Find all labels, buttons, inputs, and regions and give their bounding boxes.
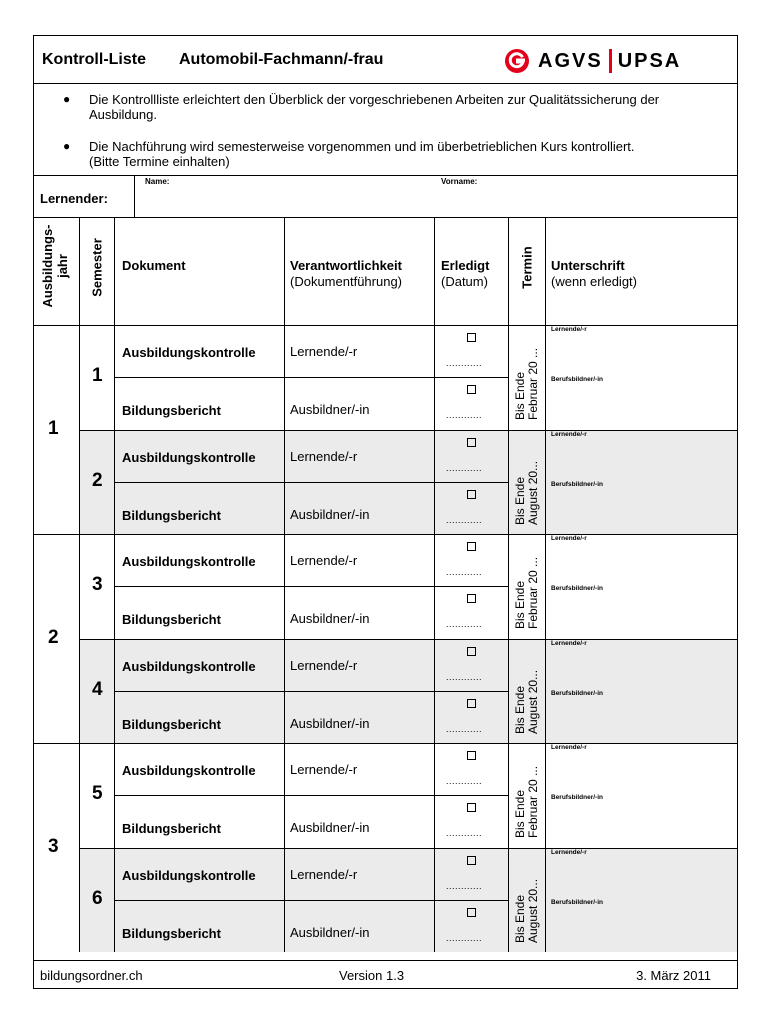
responsibility: Lernende/-r xyxy=(290,553,358,568)
row-divider xyxy=(34,743,737,744)
bullet-icon: ● xyxy=(63,92,71,106)
col-header-termin: Termin xyxy=(519,246,535,289)
date-field[interactable]: ............ xyxy=(446,462,483,473)
signature-lernende[interactable]: Lernende/-r xyxy=(551,535,587,542)
title: Kontroll-Liste xyxy=(42,51,146,68)
document-name: Ausbildungskontrolle xyxy=(122,449,256,465)
footer xyxy=(34,960,737,989)
col-header-unterschrift: Unterschrift (wenn erledigt) xyxy=(551,258,637,289)
document-name: Bildungsbericht xyxy=(122,716,221,732)
done-checkbox[interactable] xyxy=(467,856,476,865)
column-divider xyxy=(508,217,509,952)
col-header-jahr: Ausbildungs- jahr xyxy=(40,224,70,308)
responsibility: Ausbildner/-in xyxy=(290,820,370,836)
lernender-label: Lernender: xyxy=(40,191,108,206)
year-number: 3 xyxy=(48,835,59,857)
footer-website: bildungsordner.ch xyxy=(40,968,143,983)
date-field[interactable]: ............ xyxy=(446,358,483,368)
date-field[interactable]: ............ xyxy=(446,776,483,786)
row-divider xyxy=(79,848,737,849)
row-divider xyxy=(114,482,508,483)
semester-number: 6 xyxy=(92,887,103,909)
document-name: Bildungsbericht xyxy=(122,403,221,419)
signature-lernende[interactable]: Lernende/-r xyxy=(551,848,587,856)
agvs-logo xyxy=(504,49,681,73)
done-checkbox[interactable] xyxy=(467,490,476,499)
termin-text: Bis Ende Februar 20 ... xyxy=(513,348,540,421)
year-number: 2 xyxy=(48,626,59,648)
row-divider xyxy=(79,639,737,640)
signature-berufsbildner[interactable]: Berufsbildner/-in xyxy=(551,480,604,488)
row-divider xyxy=(34,325,737,326)
year-number: 1 xyxy=(48,417,59,439)
document-name: Bildungsbericht xyxy=(122,925,221,941)
signature-lernende[interactable]: Lernende/-r xyxy=(551,430,587,438)
column-divider xyxy=(114,217,115,952)
responsibility: Ausbildner/-in xyxy=(290,715,370,731)
col-header-erledigt: Erledigt (Datum) xyxy=(441,258,490,289)
col-header-dokument: Dokument xyxy=(122,258,186,273)
signature-lernende[interactable]: Lernende/-r xyxy=(551,639,587,647)
date-field[interactable]: ............ xyxy=(446,619,483,630)
date-field[interactable]: ............ xyxy=(446,723,483,734)
semester-number: 4 xyxy=(92,678,103,700)
responsibility: Lernende/-r xyxy=(290,762,358,777)
subtitle: Automobil-Fachmann/-frau xyxy=(179,51,384,68)
done-checkbox[interactable] xyxy=(467,699,476,708)
logo-text-upsa: UPSA xyxy=(617,49,682,72)
vorname-field-label: Vorname: xyxy=(441,177,478,186)
instructions xyxy=(34,83,737,176)
done-checkbox[interactable] xyxy=(467,751,476,760)
row-divider xyxy=(79,430,737,431)
signature-berufsbildner[interactable]: Berufsbildner/-in xyxy=(551,376,604,383)
column-divider xyxy=(434,217,435,952)
date-field[interactable]: ............ xyxy=(446,828,483,839)
lernender-row xyxy=(34,175,737,218)
done-checkbox[interactable] xyxy=(467,385,476,394)
row-divider xyxy=(114,795,508,796)
responsibility: Lernende/-r xyxy=(290,344,358,359)
date-field[interactable]: ............ xyxy=(446,932,483,943)
col-header-verantwortlich: Verantwortlichkeit (Dokumentführung) xyxy=(290,258,402,289)
semester-number: 5 xyxy=(92,783,103,805)
termin-text: Bis Ende August 20... xyxy=(513,669,540,734)
column-divider xyxy=(79,217,80,952)
semester-number: 2 xyxy=(92,469,103,491)
signature-lernende[interactable]: Lernende/-r xyxy=(551,744,587,751)
signature-berufsbildner[interactable]: Berufsbildner/-in xyxy=(551,898,604,906)
responsibility: Ausbildner/-in xyxy=(290,924,370,940)
footer-date: 3. März 2011 xyxy=(636,968,711,983)
done-checkbox[interactable] xyxy=(467,647,476,656)
agvs-logo-icon xyxy=(504,48,530,74)
logo-divider xyxy=(609,49,612,73)
responsibility: Lernende/-r xyxy=(290,657,358,673)
row-divider xyxy=(114,586,508,587)
responsibility: Ausbildner/-in xyxy=(290,506,370,522)
date-field[interactable]: ............ xyxy=(446,671,483,682)
column-divider xyxy=(284,217,285,952)
name-field-label: Name: xyxy=(145,177,170,186)
responsibility: Lernende/-r xyxy=(290,448,358,464)
bullet-icon: ● xyxy=(63,139,71,153)
done-checkbox[interactable] xyxy=(467,333,476,342)
checklist-page xyxy=(33,35,738,989)
document-name: Bildungsbericht xyxy=(122,507,221,523)
date-field[interactable]: ............ xyxy=(446,880,483,891)
row-divider xyxy=(114,377,508,378)
note-1: ● Die Kontrollliste erleichtert den Überblick der vorgeschriebenen Arbeiten zur Qualitätssicherung der Ausbildung. xyxy=(63,92,660,122)
divider xyxy=(134,175,135,217)
semester-number: 3 xyxy=(92,574,103,596)
done-checkbox[interactable] xyxy=(467,803,476,812)
column-divider xyxy=(545,217,546,952)
done-checkbox[interactable] xyxy=(467,438,476,447)
signature-berufsbildner[interactable]: Berufsbildner/-in xyxy=(551,794,604,801)
header xyxy=(34,36,737,84)
termin-text: Bis Ende Februar 20 ... xyxy=(513,766,540,839)
signature-berufsbildner[interactable]: Berufsbildner/-in xyxy=(551,689,604,697)
document-name: Ausbildungskontrolle xyxy=(122,763,256,778)
document-name: Ausbildungskontrolle xyxy=(122,554,256,569)
footer-version: Version 1.3 xyxy=(339,968,405,983)
document-name: Bildungsbericht xyxy=(122,821,221,837)
termin-text: Bis Ende August 20... xyxy=(513,460,540,525)
col-header-semester: Semester xyxy=(89,238,105,297)
done-checkbox[interactable] xyxy=(467,594,476,603)
signature-lernende[interactable]: Lernende/-r xyxy=(551,326,587,333)
done-checkbox[interactable] xyxy=(467,542,476,551)
date-field[interactable]: ............ xyxy=(446,567,483,577)
row-divider xyxy=(34,534,737,535)
termin-text: Bis Ende August 20... xyxy=(513,878,540,943)
responsibility: Ausbildner/-in xyxy=(290,402,370,418)
document-name: Ausbildungskontrolle xyxy=(122,658,256,674)
row-divider xyxy=(114,900,508,901)
termin-text: Bis Ende Februar 20 ... xyxy=(513,557,540,630)
row-divider xyxy=(114,691,508,692)
semester-number: 1 xyxy=(92,365,103,387)
responsibility: Lernende/-r xyxy=(290,866,358,882)
date-field[interactable]: ............ xyxy=(446,410,483,421)
document-name: Ausbildungskontrolle xyxy=(122,867,256,883)
date-field[interactable]: ............ xyxy=(446,514,483,525)
logo-text-agvs: AGVS xyxy=(538,49,603,72)
document-name: Bildungsbericht xyxy=(122,612,221,628)
signature-berufsbildner[interactable]: Berufsbildner/-in xyxy=(551,585,604,592)
note-2: ● Die Nachführung wird semesterweise vorgenommen und im überbetrieblichen Kurs kontrolliert. (Bitte Termine einhalten) xyxy=(63,139,635,169)
responsibility: Ausbildner/-in xyxy=(290,611,370,627)
done-checkbox[interactable] xyxy=(467,908,476,917)
document-name: Ausbildungskontrolle xyxy=(122,345,256,360)
